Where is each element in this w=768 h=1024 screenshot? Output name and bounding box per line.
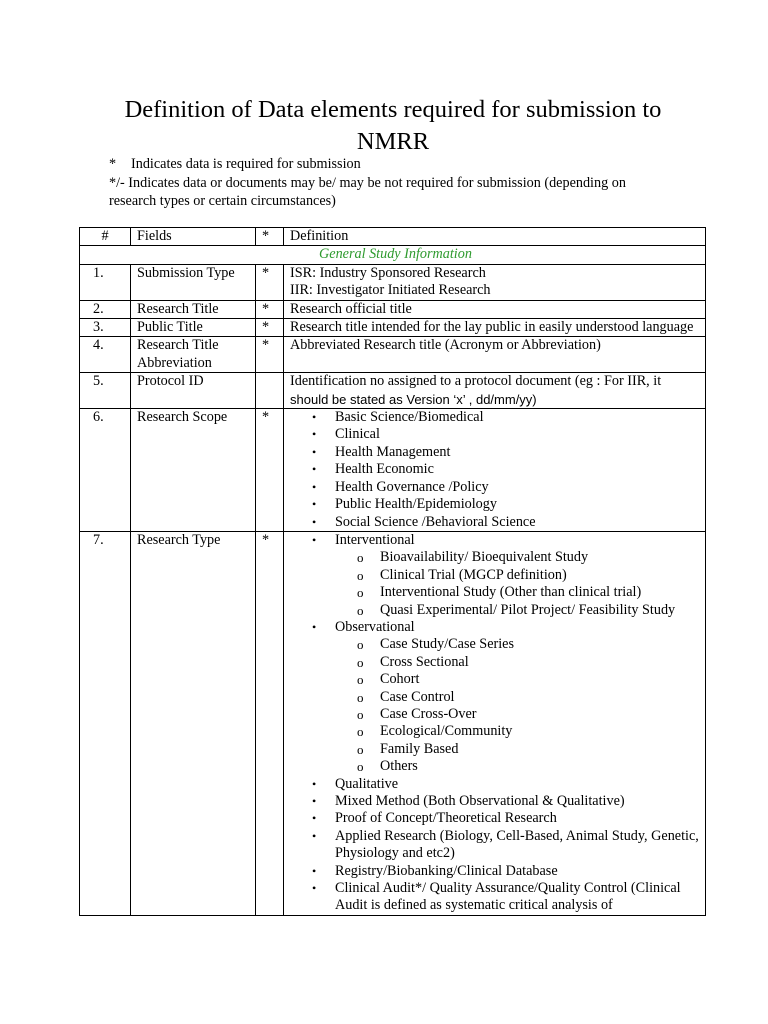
list-item xyxy=(290,532,705,619)
list-item-label: Clinical Trial (MGCP definition) xyxy=(380,566,567,583)
list-item xyxy=(335,706,705,723)
list-item xyxy=(290,461,705,478)
header-required: * xyxy=(256,228,284,246)
sub-bullet-icon: o xyxy=(357,602,364,618)
row-field xyxy=(131,337,256,373)
list-item-label: Ecological/Community xyxy=(380,723,513,740)
row-required: * xyxy=(256,264,284,300)
sub-bullet-icon: o xyxy=(357,672,364,688)
list-item-label: Public Health/Epidemiology xyxy=(335,496,497,513)
research-type-list xyxy=(290,532,705,776)
note-required xyxy=(109,155,709,174)
row-num: 2. xyxy=(80,300,131,318)
table-row xyxy=(80,337,706,373)
row-definition: Abbreviated Research title (Acronym or Abbreviation) xyxy=(284,337,706,373)
research-scope-list xyxy=(290,409,705,531)
list-item xyxy=(335,584,705,601)
row-definition xyxy=(284,373,706,409)
list-item xyxy=(335,758,705,775)
row-definition xyxy=(284,264,706,300)
interventional-sublist xyxy=(335,549,705,619)
bullet-icon: • xyxy=(312,514,317,529)
bullet-icon: • xyxy=(312,462,317,477)
table-header-row xyxy=(80,228,706,246)
header-fields: Fields xyxy=(131,228,256,246)
list-item xyxy=(290,426,705,443)
list-item-label: Cohort xyxy=(380,671,420,688)
list-item-label: Others xyxy=(380,758,418,775)
data-elements-table xyxy=(79,227,706,916)
sub-bullet-icon: o xyxy=(357,741,364,757)
list-item-label: Clinical Audit*/ Quality Assurance/Quality Control (Clinical Audit is defined as systematic critical analysis of xyxy=(335,880,681,914)
list-item xyxy=(335,741,705,758)
bullet-icon: • xyxy=(312,497,317,512)
list-item-label: Observational xyxy=(335,618,415,635)
list-item xyxy=(335,549,705,566)
bullet-icon: • xyxy=(312,828,317,843)
observational-sublist xyxy=(335,636,705,775)
list-item-label: Family Based xyxy=(380,740,459,757)
list-item xyxy=(335,654,705,671)
list-item-label: Proof of Concept/Theoretical Research xyxy=(335,810,557,827)
definition-line: ISR: Industry Sponsored Research xyxy=(290,264,486,281)
list-item xyxy=(290,828,705,863)
row-required: * xyxy=(256,409,284,532)
list-item-label: Health Economic xyxy=(335,461,434,478)
list-item-label: Social Science /Behavioral Science xyxy=(335,513,536,530)
row-required: * xyxy=(256,337,284,373)
title-line-2: NMRR xyxy=(356,128,430,155)
row-field: Submission Type xyxy=(131,264,256,300)
row-num: 1. xyxy=(80,264,131,300)
definition-line: should be stated as Version ‘x’ , dd/mm/yy) xyxy=(290,391,537,407)
bullet-icon: • xyxy=(312,811,317,826)
list-item-label: Mixed Method (Both Observational & Qualitative) xyxy=(335,793,625,809)
list-item-label: Cross Sectional xyxy=(380,653,469,670)
sub-bullet-icon: o xyxy=(357,706,364,722)
list-item xyxy=(290,514,705,531)
list-item xyxy=(335,636,705,653)
list-item xyxy=(335,689,705,706)
row-num: 4. xyxy=(80,337,131,373)
bullet-icon: • xyxy=(312,881,317,896)
bullet-icon: • xyxy=(312,410,317,425)
list-item-label: Basic Science/Biomedical xyxy=(335,409,484,426)
list-item xyxy=(290,880,705,915)
row-definition xyxy=(284,531,706,915)
list-item-label: Case Cross-Over xyxy=(380,705,477,722)
field-line: Research Title xyxy=(137,337,219,354)
list-item xyxy=(290,810,705,827)
table-row xyxy=(80,409,706,532)
list-item xyxy=(290,619,705,776)
section-general-study-information: General Study Information xyxy=(80,246,706,264)
sub-bullet-icon: o xyxy=(357,550,364,566)
row-required: * xyxy=(256,300,284,318)
header-definition: Definition xyxy=(284,228,706,246)
row-definition: Research title intended for the lay public in easily understood language xyxy=(284,319,706,337)
sub-bullet-icon: o xyxy=(357,637,364,653)
bullet-icon: • xyxy=(312,776,317,791)
bullet-icon: • xyxy=(312,532,317,547)
row-num: 3. xyxy=(80,319,131,337)
list-item-label: Case Study/Case Series xyxy=(380,636,514,653)
row-required xyxy=(256,373,284,409)
note-required-text: Indicates data is required for submission xyxy=(131,156,361,172)
bullet-icon: • xyxy=(312,444,317,459)
list-item-label: Registry/Biobanking/Clinical Database xyxy=(335,862,558,879)
list-item xyxy=(290,793,705,810)
sub-bullet-icon: o xyxy=(357,585,364,601)
bullet-icon: • xyxy=(312,863,317,878)
definition-line: IIR: Investigator Initiated Research xyxy=(290,282,491,299)
row-definition xyxy=(284,409,706,532)
page-title xyxy=(80,94,706,158)
list-item xyxy=(290,444,705,461)
list-item-label: Applied Research (Biology, Cell-Based, Animal Study, Genetic, Physiology and etc2) xyxy=(335,827,699,862)
row-field: Public Title xyxy=(131,319,256,337)
list-item xyxy=(335,723,705,740)
header-num: # xyxy=(80,228,131,246)
bullet-icon: • xyxy=(312,794,317,808)
list-item-label: Clinical xyxy=(335,426,380,443)
row-field: Research Type xyxy=(131,531,256,915)
row-num: 7. xyxy=(80,531,131,915)
sub-bullet-icon: o xyxy=(357,654,364,670)
note-required-symbol: * xyxy=(109,156,117,172)
list-item xyxy=(290,479,705,496)
note-optional-line-2: research types or certain circumstances) xyxy=(109,193,336,209)
field-line: Abbreviation xyxy=(137,354,212,371)
sub-bullet-icon: o xyxy=(357,724,364,740)
list-item-label: Health Management xyxy=(335,443,451,460)
title-line-1: Definition of Data elements required for submission to xyxy=(124,96,662,123)
list-item xyxy=(290,496,705,513)
list-item-label: Qualitative xyxy=(335,775,399,792)
definition-line: Identification no assigned to a protocol document (eg : For IIR, it xyxy=(290,373,662,390)
list-item-label: Bioavailability/ Bioequivalent Study xyxy=(380,549,589,566)
row-num: 6. xyxy=(80,409,131,532)
notes xyxy=(109,155,709,211)
bullet-icon: • xyxy=(312,479,317,494)
list-item xyxy=(335,602,705,619)
row-required: * xyxy=(256,531,284,915)
list-item-label: Health Governance /Policy xyxy=(335,478,489,495)
bullet-icon: • xyxy=(312,427,317,442)
list-item xyxy=(290,409,705,426)
table-row xyxy=(80,264,706,300)
sub-bullet-icon: o xyxy=(357,689,364,705)
list-item xyxy=(335,671,705,688)
sub-bullet-icon: o xyxy=(357,567,364,583)
table-row xyxy=(80,300,706,318)
row-definition: Research official title xyxy=(284,300,706,318)
row-field: Protocol ID xyxy=(131,373,256,409)
other-research-types-list xyxy=(290,776,705,915)
section-row xyxy=(80,246,706,264)
list-item-label: Interventional xyxy=(335,531,415,548)
table-row xyxy=(80,319,706,337)
list-item-label: Case Control xyxy=(380,688,455,705)
list-item xyxy=(335,567,705,584)
list-item xyxy=(290,776,705,793)
bullet-icon: • xyxy=(312,619,317,634)
list-item xyxy=(290,863,705,880)
table-row xyxy=(80,373,706,409)
list-item-label: Interventional Study (Other than clinical trial) xyxy=(380,584,642,601)
row-field: Research Title xyxy=(131,300,256,318)
sub-bullet-icon: o xyxy=(357,759,364,775)
row-required: * xyxy=(256,319,284,337)
row-field: Research Scope xyxy=(131,409,256,532)
row-num: 5. xyxy=(80,373,131,409)
note-optional-line-1: */- Indicates data or documents may be/ may be not required for submission (depending on xyxy=(109,174,626,191)
list-item-label: Quasi Experimental/ Pilot Project/ Feasibility Study xyxy=(380,601,676,618)
table-row xyxy=(80,531,706,915)
